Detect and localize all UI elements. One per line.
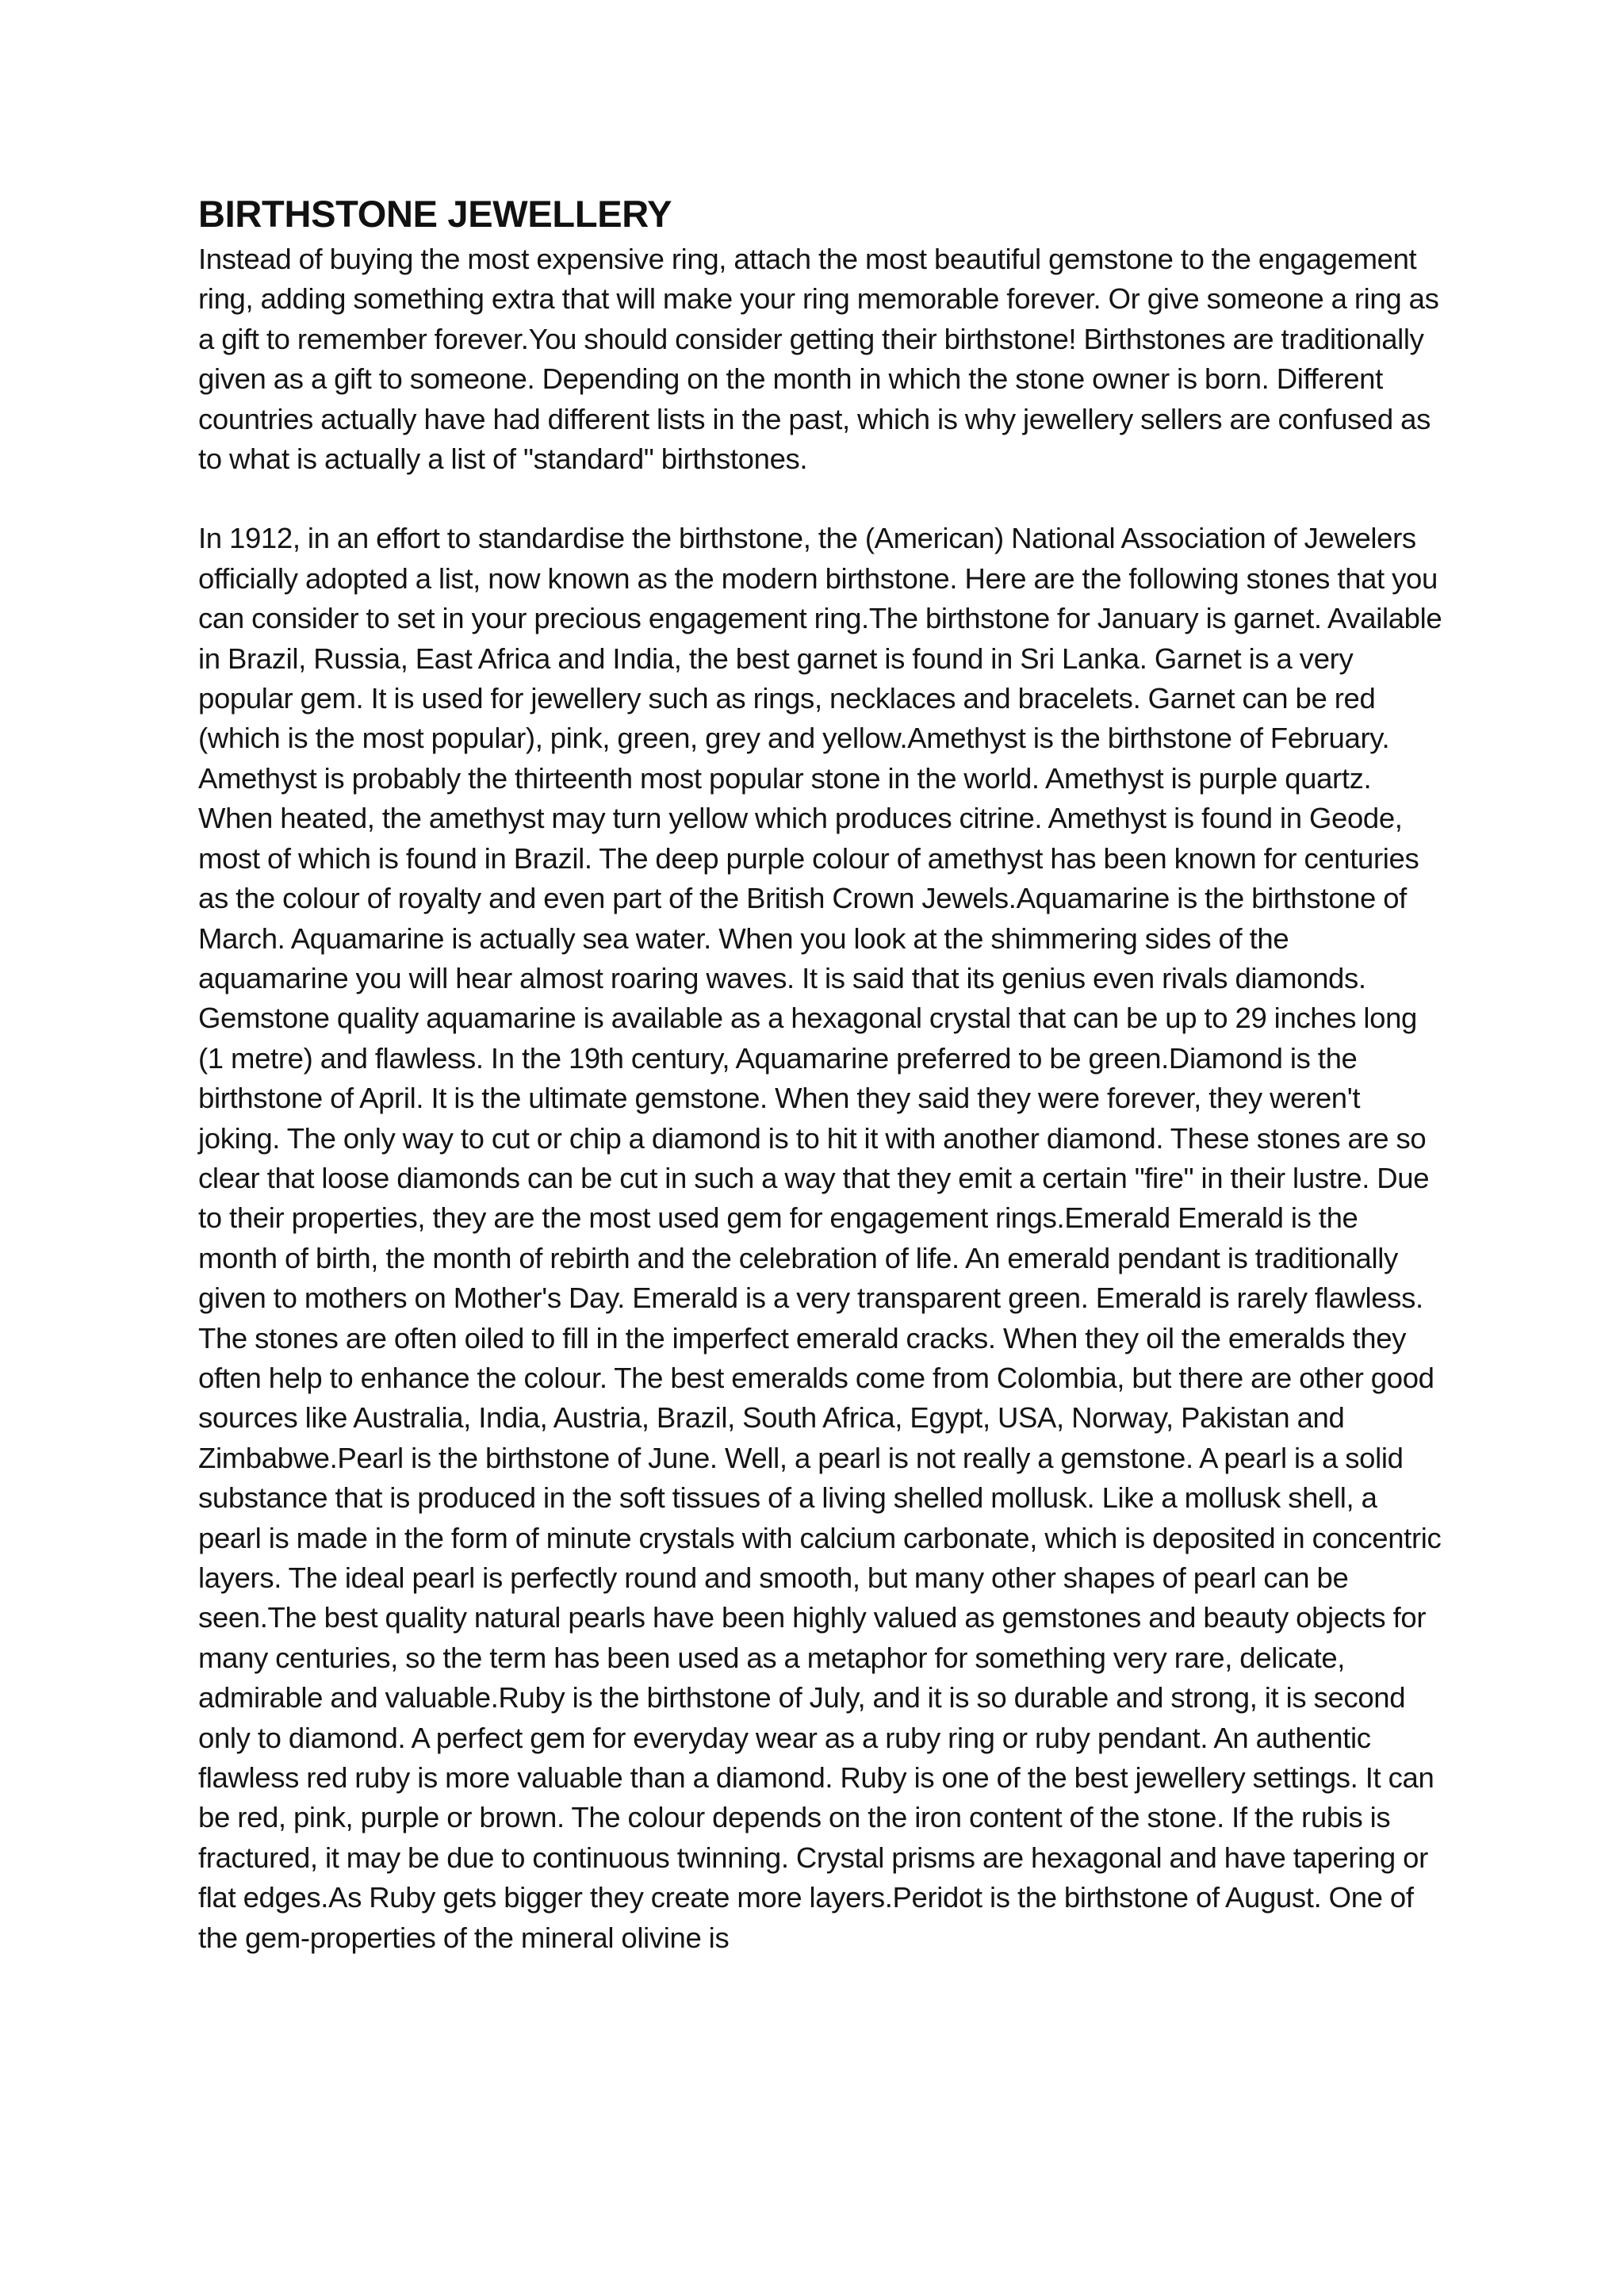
paragraph-intro: Instead of buying the most expensive ring, attach the most beautiful gemstone to the engagement ring, adding something extra that will make your ring memorable forever. Or give someone a ring as a gift to remember forever.You should consider getting their birthstone! Birthstones are traditionally given as a gift to someone. Depending on the month in which the stone owner is born. Different countries actually have had different lists in the past, which is why jewellery sellers are confused as to what is actually a list of "standard" birthstones.: [198, 243, 1439, 476]
document-page: [198, 190, 1443, 1958]
document-title: BIRTHSTONE JEWELLERY: [198, 193, 672, 235]
paragraph-birthstones: In 1912, in an effort to standardise the birthstone, the (American) National Association of Jewelers officially adopted a list, now known as the modern birthstone. Here are the following stones that you can consider to set in your precious engagement ring.The birthstone for January is garnet. Available in Brazil, Russia, East Africa and India, the best garnet is found in Sri Lanka. Garnet is a very popular gem. It is used for jewellery such as rings, necklaces and bracelets. Garnet can be red (which is the most popular), pink, green, grey and yellow.Amethyst is the birthstone of February. Amethyst is probably the thirteenth most popular stone in the world. Amethyst is purple quartz. When heated, the amethyst may turn yellow which produces citrine. Amethyst is found in Geode, most of which is found in Brazil. The deep purple colour of amethyst has been known for centuries as the colour of royalty and even part of the British Crown Jewels.Aquamarine is the birthstone of March. Aquamarine is actually sea water. When you look at the shimmering sides of the aquamarine you will hear almost roaring waves. It is said that its genius even rivals diamonds. Gemstone quality aquamarine is available as a hexagonal crystal that can be up to 29 inches long (1 metre) and flawless. In the 19th century, Aquamarine preferred to be green.Diamond is the birthstone of April. It is the ultimate gemstone. When they said they were forever, they weren't joking. The only way to cut or chip a diamond is to hit it with another diamond. These stones are so clear that loose diamonds can be cut in such a way that they emit a certain "fire" in their lustre. Due to their properties, they are the most used gem for engagement rings.Emerald Emerald is the month of birth, the month of rebirth and the celebration of life. An emerald pendant is traditionally given to mothers on Mother's Day. Emerald is a very transparent green. Emerald is rarely flawless. The stones are often oiled to fill in the imperfect emerald cracks. When they oil the emeralds they often help to enhance the colour. The best emeralds come from Colombia, but there are other good sources like Australia, India, Austria, Brazil, South Africa, Egypt, USA, Norway, Pakistan and Zimbabwe.Pearl is the birthstone of June. Well, a pearl is not really a gemstone. A pearl is a solid substance that is produced in the soft tissues of a living shelled mollusk. Like a mollusk shell, a pearl is made in the form of minute crystals with calcium carbonate, which is deposited in concentric layers. The ideal pearl is perfectly round and smooth, but many other shapes of pearl can be seen.The best quality natural pearls have been highly valued as gemstones and beauty objects for many centuries, so the term has been used as a metaphor for something very rare, delicate, admirable and valuable.Ruby is the birthstone of July, and it is so durable and strong, it is second only to diamond. A perfect gem for everyday wear as a ruby ring or ruby pendant. An authentic flawless red ruby is more valuable than a diamond. Ruby is one of the best jewellery settings. It can be red, pink, purple or brown. The colour depends on the iron content of the stone. If the rubis is fractured, it may be due to continuous twinning. Crystal prisms are hexagonal and have tapering or flat edges.As Ruby gets bigger they create more layers.Peridot is the birthstone of August. One of the gem-properties of the mineral olivine is: [198, 522, 1442, 1954]
